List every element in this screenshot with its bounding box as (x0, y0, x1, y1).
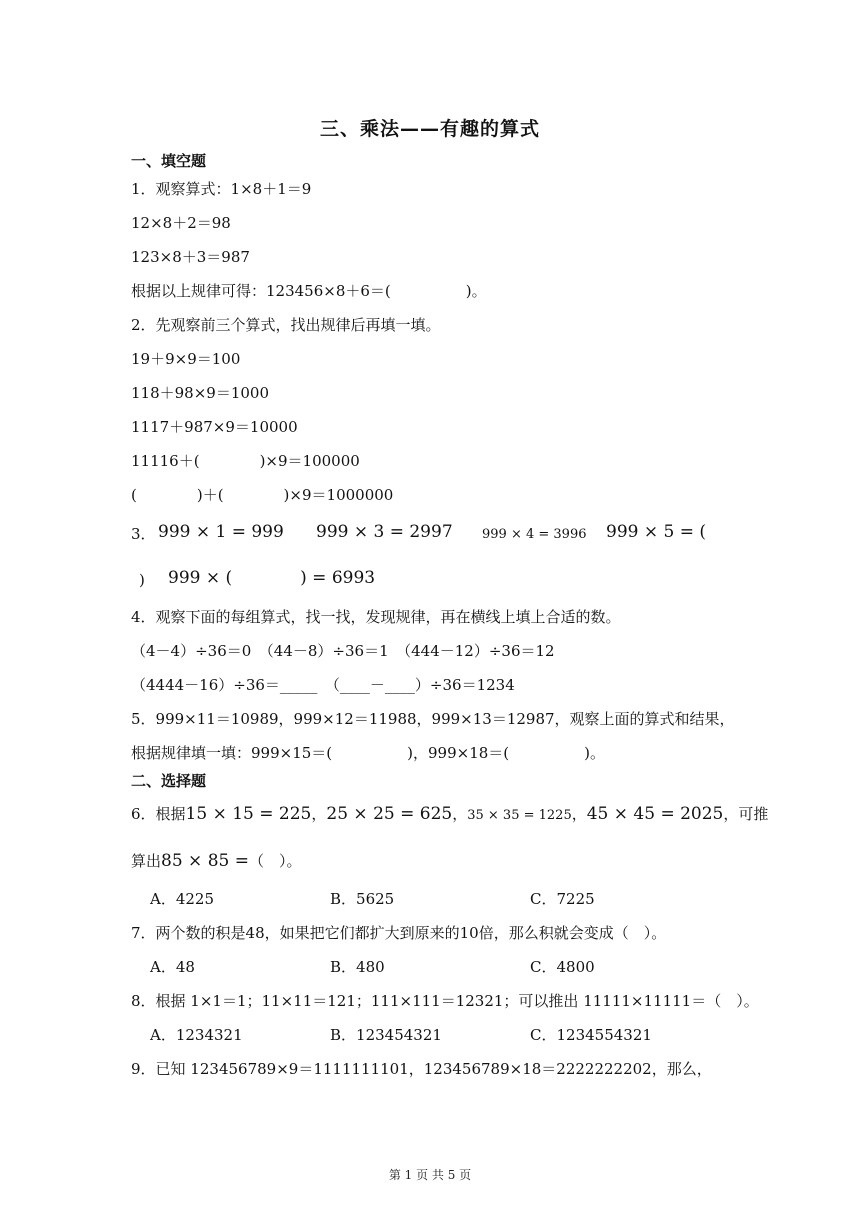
q3-eq1: 999 × 1 = 999 (158, 522, 284, 542)
q3-eq2: 999 × 3 = 2997 (316, 522, 453, 542)
q7-option-c: C．4800 (530, 958, 595, 976)
q5-line1: 5．999×11＝10989，999×12＝11988，999×13＝12987，观察上面的算式和结果， (131, 710, 735, 728)
q2-line4: 1117＋987×9＝10000 (131, 418, 298, 436)
q6-line2a: 算出 (131, 852, 162, 870)
q6-eq5: 85 × 85 = (161, 851, 249, 871)
q8-option-c: C．1234554321 (530, 1026, 652, 1044)
q3-eq3: 999 × 4 = 3996 (482, 527, 587, 542)
q3-eq4: 999 × 5 = ( (606, 522, 706, 542)
q2-line6: ( )＋( )×9＝1000000 (131, 486, 394, 504)
q6-line1 (131, 803, 768, 827)
q6-part2: ，可推 (723, 805, 769, 823)
q9-text: 9．已知 123456789×9＝1111111101，123456789×18＝2222222202，那么， (131, 1060, 712, 1078)
q6-sep3: ， (571, 805, 587, 823)
q4-line2: （4－4）÷36＝0 （44－8）÷36＝1 （444－12）÷36＝12 (131, 642, 555, 660)
q6-line2 (131, 850, 302, 872)
q4-line3: （4444－16）÷36＝_____ （____－____）÷36＝1234 (131, 676, 515, 694)
section-heading-choice: 二、选择题 (131, 772, 207, 790)
q6-eq4: 45 × 45 = 2025 (586, 804, 724, 824)
q8-option-b: B．123454321 (330, 1026, 442, 1044)
q6-eq2: 25 × 25 = 625 (326, 804, 453, 824)
q1-line3: 123×8＋3＝987 (131, 248, 250, 266)
q7-option-a: A．48 (150, 958, 195, 976)
section-heading-fill: 一、填空题 (131, 152, 207, 170)
q8-option-a: A．1234321 (150, 1026, 243, 1044)
q4-line1: 4．观察下面的每组算式，找一找，发现规律，再在横线上填上合适的数。 (131, 608, 621, 626)
q7-option-b: B．480 (330, 958, 385, 976)
q6-option-a: A．4225 (150, 890, 215, 908)
page-title: 三、乘法——有趣的算式 (319, 118, 540, 140)
q2-line3: 118＋98×9＝1000 (131, 384, 270, 402)
q3-number: 3． (131, 525, 156, 543)
q2-line1: 2．先观察前三个算式，找出规律后再填一填。 (131, 316, 441, 334)
q3-eq5: 999 × ( ) = 6993 (168, 568, 376, 588)
q1-line4: 根据以上规律可得：123456×8＋6＝( )。 (131, 282, 487, 300)
q6-eq1: 15 × 15 = 225 (185, 804, 312, 824)
q6-sep2: ， (452, 805, 468, 823)
q2-line2: 19＋9×9＝100 (131, 350, 241, 368)
q6-sep1: ， (311, 805, 327, 823)
q8-text: 8．根据 1×1＝1；11×11＝121；111×111＝12321；可以推出 11111×11111＝（ ）。 (131, 992, 759, 1010)
q6-line2b: （ ）。 (248, 852, 302, 870)
q7-text: 7．两个数的积是48，如果把它们都扩大到原来的10倍，那么积就会变成（ ）。 (131, 924, 667, 942)
q1-line1: 1．观察算式：1×8＋1＝9 (131, 180, 312, 198)
page-footer: 第 1 页 共 5 页 (388, 1168, 472, 1182)
q6-part1: 6．根据 (131, 805, 186, 823)
q2-line5: 11116＋( )×9＝100000 (131, 452, 360, 470)
q6-option-c: C．7225 (530, 890, 595, 908)
q6-eq3: 35 × 35 = 1225 (467, 808, 572, 823)
q6-option-b: B．5625 (330, 890, 395, 908)
q3-eq5-prefix: ) (139, 571, 145, 589)
q1-line2: 12×8＋2＝98 (131, 214, 231, 232)
q5-line2: 根据规律填一填：999×15＝( )，999×18＝( )。 (131, 744, 605, 762)
